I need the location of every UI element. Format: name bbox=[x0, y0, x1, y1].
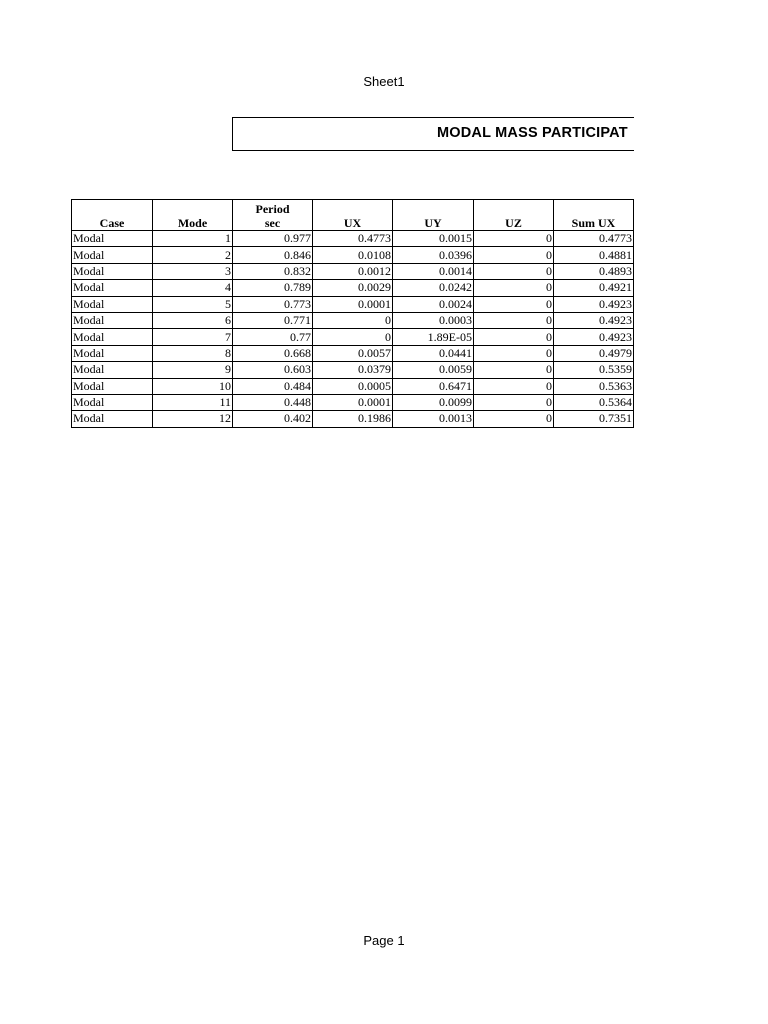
cell-uy: 0.0059 bbox=[393, 362, 474, 378]
column-header-line2: UY bbox=[424, 216, 442, 230]
table-row bbox=[72, 362, 634, 378]
cell-mode: 8 bbox=[153, 345, 233, 361]
column-header-line1 bbox=[555, 202, 632, 216]
cell-sum-ux: 0.4773 bbox=[554, 231, 634, 247]
cell-uy: 0.0099 bbox=[393, 394, 474, 410]
cell-uy: 1.89E-05 bbox=[393, 329, 474, 345]
cell-ux: 0.0001 bbox=[313, 296, 393, 312]
cell-uy: 0.0396 bbox=[393, 247, 474, 263]
table-row bbox=[72, 345, 634, 361]
column-header-line2: sec bbox=[264, 216, 281, 230]
cell-uz: 0 bbox=[474, 231, 554, 247]
cell-period: 0.771 bbox=[233, 312, 313, 328]
cell-ux: 0.0029 bbox=[313, 280, 393, 296]
cell-ux: 0.0057 bbox=[313, 345, 393, 361]
cell-period: 0.448 bbox=[233, 394, 313, 410]
cell-period: 0.484 bbox=[233, 378, 313, 394]
cell-uz: 0 bbox=[474, 263, 554, 279]
cell-ux: 0.1986 bbox=[313, 411, 393, 427]
cell-mode: 4 bbox=[153, 280, 233, 296]
cell-mode: 6 bbox=[153, 312, 233, 328]
cell-period: 0.832 bbox=[233, 263, 313, 279]
title-box bbox=[232, 117, 634, 151]
cell-period: 0.846 bbox=[233, 247, 313, 263]
cell-uy: 0.0003 bbox=[393, 312, 474, 328]
cell-uz: 0 bbox=[474, 362, 554, 378]
table-row bbox=[72, 247, 634, 263]
cell-mode: 7 bbox=[153, 329, 233, 345]
table-title: MODAL MASS PARTICIPAT bbox=[437, 125, 628, 141]
cell-mode: 12 bbox=[153, 411, 233, 427]
cell-case: Modal bbox=[72, 280, 153, 296]
column-header-line2: Sum UX bbox=[571, 216, 616, 230]
cell-case: Modal bbox=[72, 329, 153, 345]
cell-ux: 0.0012 bbox=[313, 263, 393, 279]
cell-sum-ux: 0.5364 bbox=[554, 394, 634, 410]
cell-case: Modal bbox=[72, 312, 153, 328]
modal-mass-table bbox=[71, 199, 634, 428]
cell-uy: 0.0014 bbox=[393, 263, 474, 279]
cell-period: 0.402 bbox=[233, 411, 313, 427]
cell-sum-ux: 0.4893 bbox=[554, 263, 634, 279]
column-header-uy bbox=[393, 200, 474, 231]
cell-mode: 2 bbox=[153, 247, 233, 263]
cell-uz: 0 bbox=[474, 345, 554, 361]
cell-sum-ux: 0.4921 bbox=[554, 280, 634, 296]
cell-case: Modal bbox=[72, 345, 153, 361]
cell-uz: 0 bbox=[474, 411, 554, 427]
cell-period: 0.603 bbox=[233, 362, 313, 378]
cell-uy: 0.0242 bbox=[393, 280, 474, 296]
cell-case: Modal bbox=[72, 378, 153, 394]
column-header-line2: Mode bbox=[177, 216, 208, 230]
table-body bbox=[72, 231, 634, 428]
cell-case: Modal bbox=[72, 263, 153, 279]
cell-ux: 0.0108 bbox=[313, 247, 393, 263]
cell-period: 0.668 bbox=[233, 345, 313, 361]
cell-uy: 0.0013 bbox=[393, 411, 474, 427]
cell-sum-ux: 0.4979 bbox=[554, 345, 634, 361]
cell-uy: 0.0441 bbox=[393, 345, 474, 361]
column-header-line1 bbox=[73, 202, 151, 216]
cell-ux: 0.0379 bbox=[313, 362, 393, 378]
table-row bbox=[72, 329, 634, 345]
cell-case: Modal bbox=[72, 231, 153, 247]
cell-uz: 0 bbox=[474, 394, 554, 410]
page-number: Page 1 bbox=[363, 933, 405, 948]
cell-sum-ux: 0.4923 bbox=[554, 329, 634, 345]
column-header-line1 bbox=[394, 202, 472, 216]
cell-sum-ux: 0.7351 bbox=[554, 411, 634, 427]
header-row bbox=[72, 200, 634, 231]
cell-sum-ux: 0.4881 bbox=[554, 247, 634, 263]
cell-uz: 0 bbox=[474, 312, 554, 328]
column-header-line2: UX bbox=[343, 216, 362, 230]
cell-sum-ux: 0.4923 bbox=[554, 312, 634, 328]
cell-sum-ux: 0.5359 bbox=[554, 362, 634, 378]
column-header-line2: Case bbox=[99, 216, 125, 230]
cell-uz: 0 bbox=[474, 296, 554, 312]
cell-period: 0.773 bbox=[233, 296, 313, 312]
cell-uy: 0.0015 bbox=[393, 231, 474, 247]
table-row bbox=[72, 378, 634, 394]
cell-ux: 0.0001 bbox=[313, 394, 393, 410]
table-row bbox=[72, 280, 634, 296]
column-header-mode bbox=[153, 200, 233, 231]
cell-case: Modal bbox=[72, 296, 153, 312]
cell-period: 0.977 bbox=[233, 231, 313, 247]
column-header-period bbox=[233, 200, 313, 231]
table-row bbox=[72, 312, 634, 328]
cell-uz: 0 bbox=[474, 280, 554, 296]
cell-mode: 5 bbox=[153, 296, 233, 312]
table-row bbox=[72, 231, 634, 247]
cell-mode: 10 bbox=[153, 378, 233, 394]
cell-case: Modal bbox=[72, 247, 153, 263]
table-row bbox=[72, 411, 634, 427]
column-header-case bbox=[72, 200, 153, 231]
sheet-name: Sheet1 bbox=[363, 74, 405, 89]
cell-sum-ux: 0.4923 bbox=[554, 296, 634, 312]
cell-uz: 0 bbox=[474, 247, 554, 263]
column-header-ux bbox=[313, 200, 393, 231]
table-row bbox=[72, 394, 634, 410]
cell-mode: 9 bbox=[153, 362, 233, 378]
cell-period: 0.77 bbox=[233, 329, 313, 345]
column-header-line2: UZ bbox=[505, 216, 522, 230]
column-header-line1: Period bbox=[255, 202, 290, 216]
cell-case: Modal bbox=[72, 362, 153, 378]
cell-ux: 0 bbox=[313, 329, 393, 345]
cell-case: Modal bbox=[72, 411, 153, 427]
cell-uz: 0 bbox=[474, 329, 554, 345]
cell-ux: 0 bbox=[313, 312, 393, 328]
column-header-line1 bbox=[314, 202, 391, 216]
column-header-line1 bbox=[475, 202, 552, 216]
column-header-sum-ux bbox=[554, 200, 634, 231]
table-row bbox=[72, 296, 634, 312]
cell-ux: 0.0005 bbox=[313, 378, 393, 394]
cell-mode: 1 bbox=[153, 231, 233, 247]
cell-uy: 0.0024 bbox=[393, 296, 474, 312]
cell-sum-ux: 0.5363 bbox=[554, 378, 634, 394]
cell-uz: 0 bbox=[474, 378, 554, 394]
column-header-uz bbox=[474, 200, 554, 231]
cell-uy: 0.6471 bbox=[393, 378, 474, 394]
table-row bbox=[72, 263, 634, 279]
cell-ux: 0.4773 bbox=[313, 231, 393, 247]
cell-case: Modal bbox=[72, 394, 153, 410]
cell-mode: 11 bbox=[153, 394, 233, 410]
cell-period: 0.789 bbox=[233, 280, 313, 296]
cell-mode: 3 bbox=[153, 263, 233, 279]
column-header-line1 bbox=[154, 202, 231, 216]
